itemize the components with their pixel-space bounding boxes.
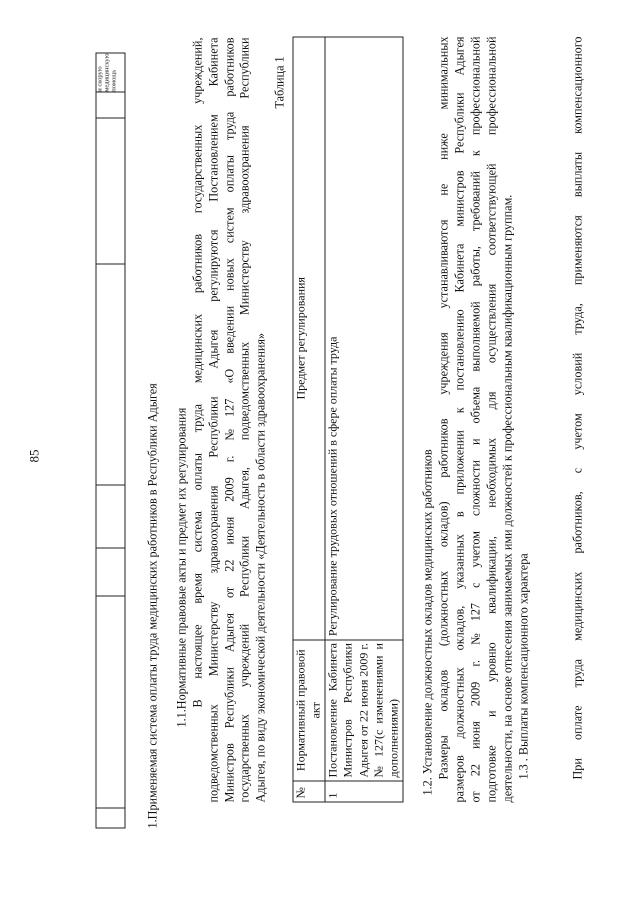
cell-subject: Регулирование трудовых отношений в сфере оплаты труда (324, 37, 402, 640)
paragraph-line: Адыгея, по виду экономической деятельности «Деятельность в области здравоохранения» (253, 332, 267, 802)
paragraph-line: Министров Республики Адыгея от 22 июня 2009 г. №127 «О введении новых систем оплаты труда работников (222, 37, 236, 802)
continued-table (95, 52, 125, 828)
header-subject: Предмет регулирования (293, 37, 325, 640)
paragraph-line: размеров должностных окладов, указанных в приложении к постановлению Кабинета министров Республики Адыгея (452, 36, 466, 802)
table-header-row (293, 37, 325, 802)
subsection-1-1-title: 1.1.Нормативные правовые акты и предмет их регулирования (174, 407, 188, 727)
cell-number: 1 (324, 781, 402, 802)
table-row (324, 37, 402, 802)
paragraph-line: В настоящее время система оплаты труда медицинских работников государственных учреждений, (190, 37, 204, 707)
paragraph-line: подготовке и уровню квалификации, необходимых для осуществления соответствующей профессиональной (484, 36, 498, 802)
header-number: № (293, 781, 325, 802)
act-line: дополнениями) (386, 698, 401, 777)
cell-act (324, 639, 402, 780)
subsection-1-3-line: При оплате труда медицинских работников, с учетом условий труда, применяются выплаты компенсационного (570, 36, 584, 779)
paragraph-line: государственных учреждений Республики Адыгея, подведомственных Министерству здравоохранения Республики (237, 37, 251, 802)
act-line: Министров Республики (340, 642, 355, 777)
paragraph-line: подведомственных Министерству здравоохранения Республики Адыгея регулируются Постановлением Кабинета (206, 37, 220, 802)
subsection-1-3-title: 1.3 . Выплаты компенсационного характера (516, 552, 530, 779)
act-line: Постановление Кабинета (324, 642, 339, 777)
subsection-1-2-title: 1.2. Установление должностных окладов медицинских работников (420, 448, 434, 795)
paragraph-line: от 22 июня 2009 г. №127 с учетом сложности и объема выполняемой работы, требований к профессиональной (468, 36, 482, 802)
act-line: Адыгея от 22 июня 2009 г. (355, 642, 370, 777)
table-caption: Таблица 1 (272, 55, 286, 108)
continued-table-cell: и скорую медицинскую помощь (96, 53, 125, 92)
regulation-table (292, 36, 403, 802)
page-number: 85 (26, 449, 41, 462)
act-line: № 127(с изменениями и (371, 642, 386, 777)
paragraph-line: деятельности, на основе отнесения занимаемых ими должностей к профессиональным квалификационным группам. (500, 194, 514, 802)
section-title: 1.Применяемая система оплаты труда медицинских работников в Республики Адыгея (145, 382, 159, 828)
paragraph-line: Размеры окладов (должностных окладов) работников учреждения устанавливаются не ниже минимальных (436, 36, 450, 779)
header-act: Нормативный правовой акт (293, 639, 325, 780)
